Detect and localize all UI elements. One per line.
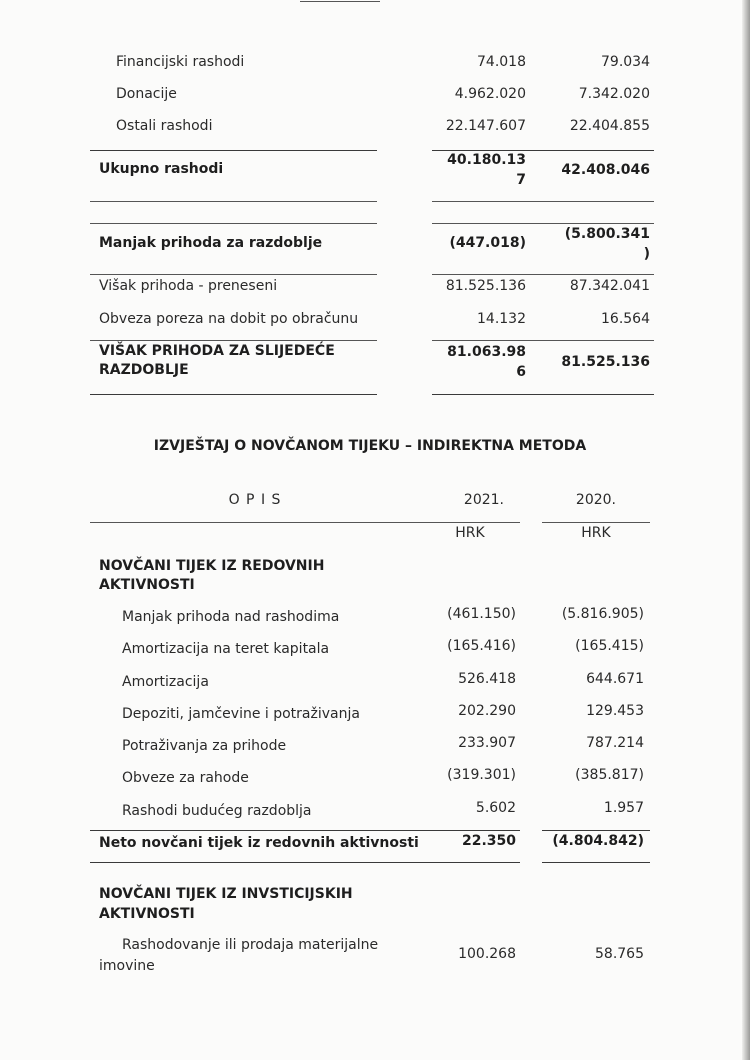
rule bbox=[90, 201, 377, 202]
rule bbox=[90, 522, 520, 523]
cf-row-0-label: Manjak prihoda nad rashodima bbox=[122, 609, 340, 625]
row-ukupno-2020: 42.408.046 bbox=[561, 162, 650, 178]
row-manjak-2020-line2: ) bbox=[643, 246, 650, 262]
rule bbox=[90, 150, 377, 151]
cf-row-1-2021: (165.416) bbox=[447, 638, 516, 654]
cf-invest-label-line1: Rashodovanje ili prodaja materijalne bbox=[122, 937, 379, 953]
cf-row-1-2020: (165.415) bbox=[575, 638, 644, 654]
cf-row-5-2021: (319.301) bbox=[447, 767, 516, 783]
cf-row-3-label: Depoziti, jamčevine i potraživanja bbox=[122, 706, 360, 722]
cf-row-6-label: Rashodi budućeg razdoblja bbox=[122, 803, 312, 819]
rule bbox=[542, 862, 650, 863]
section-investicijske-title-line1: NOVČANI TIJEK IZ INVSTICIJSKIH bbox=[99, 886, 353, 902]
row-obveza-poreza-2021: 14.132 bbox=[477, 311, 526, 327]
cf-row-0-2020: (5.816.905) bbox=[561, 606, 644, 622]
row-ostali-label: Ostali rashodi bbox=[116, 118, 213, 134]
row-donacije-2021: 4.962.020 bbox=[454, 86, 526, 102]
rule bbox=[90, 223, 377, 224]
cf-row-5-label: Obveze za rahode bbox=[122, 770, 249, 786]
rule bbox=[90, 862, 520, 863]
row-ukupno-label: Ukupno rashodi bbox=[99, 161, 224, 177]
row-financijski-2020: 79.034 bbox=[601, 54, 650, 70]
cf-row-4-2021: 233.907 bbox=[458, 735, 516, 751]
row-visak-preneseni-2021: 81.525.136 bbox=[445, 278, 526, 294]
row-ukupno-2021-line2: 7 bbox=[516, 172, 526, 188]
rule bbox=[432, 223, 654, 224]
cf-row-2-2020: 644.671 bbox=[586, 671, 644, 687]
rule bbox=[432, 274, 654, 275]
scan-edge bbox=[742, 0, 750, 1060]
row-ostali-2021: 22.147.607 bbox=[445, 118, 526, 134]
row-manjak-label: Manjak prihoda za razdoblje bbox=[99, 235, 323, 251]
col-header-2020: 2020. bbox=[575, 492, 616, 508]
cf-row-2-label: Amortizacija bbox=[122, 674, 209, 690]
rule bbox=[432, 340, 654, 341]
cf-neto-2020: (4.804.842) bbox=[552, 833, 644, 849]
rule bbox=[90, 340, 377, 341]
rule bbox=[542, 830, 650, 831]
row-financijski-2021: 74.018 bbox=[477, 54, 526, 70]
row-visak-slijedece-label-line2: RAZDOBLJE bbox=[99, 362, 189, 378]
section-redovne-title-line1: NOVČANI TIJEK IZ REDOVNIH bbox=[99, 558, 325, 574]
row-donacije-label: Donacije bbox=[116, 86, 177, 102]
row-obveza-poreza-2020: 16.564 bbox=[601, 311, 650, 327]
cf-row-1-label: Amortizacija na teret kapitala bbox=[122, 641, 330, 657]
row-visak-slijedece-2020: 81.525.136 bbox=[561, 354, 650, 370]
cf-row-0-2021: (461.150) bbox=[447, 606, 516, 622]
currency-2021: HRK bbox=[455, 525, 485, 541]
cf-invest-label-line2: imovine bbox=[99, 958, 155, 974]
row-visak-preneseni-2020: 87.342.041 bbox=[569, 278, 650, 294]
cf-neto-label: Neto novčani tijek iz redovnih aktivnosti bbox=[99, 835, 419, 851]
cf-row-6-2021: 5.602 bbox=[475, 800, 516, 816]
row-ostali-2020: 22.404.855 bbox=[569, 118, 650, 134]
section-investicijske-title-line2: AKTIVNOSTI bbox=[99, 906, 195, 922]
rule bbox=[90, 274, 377, 275]
col-header-2021: 2021. bbox=[463, 492, 504, 508]
row-manjak-2021: (447.018) bbox=[449, 235, 526, 251]
cf-row-6-2020: 1.957 bbox=[603, 800, 644, 816]
rule bbox=[542, 522, 650, 523]
cf-row-3-2020: 129.453 bbox=[586, 703, 644, 719]
cf-row-5-2020: (385.817) bbox=[575, 767, 644, 783]
cf-invest-2021: 100.268 bbox=[458, 946, 516, 962]
row-visak-slijedece-label-line1: VIŠAK PRIHODA ZA SLIJEDEĆE bbox=[99, 343, 335, 359]
row-ukupno-2021-line1: 40.180.13 bbox=[447, 152, 526, 168]
cf-invest-2020: 58.765 bbox=[595, 946, 644, 962]
row-obveza-poreza-label: Obveza poreza na dobit po obračunu bbox=[99, 311, 359, 327]
rule bbox=[432, 394, 654, 395]
rule bbox=[432, 201, 654, 202]
row-visak-slijedece-2021-line1: 81.063.98 bbox=[447, 344, 526, 360]
cashflow-title: IZVJEŠTAJ O NOVČANOM TIJEKU – INDIREKTNA METODA bbox=[153, 438, 587, 454]
top-rule bbox=[300, 1, 380, 2]
rule bbox=[90, 394, 377, 395]
cf-neto-2021: 22.350 bbox=[461, 833, 516, 849]
row-manjak-2020-line1: (5.800.341 bbox=[564, 226, 650, 242]
row-visak-preneseni-label: Višak prihoda - preneseni bbox=[99, 278, 278, 294]
cf-row-4-label: Potraživanja za prihode bbox=[122, 738, 287, 754]
col-header-opis: O P I S bbox=[228, 492, 282, 508]
cf-row-3-2021: 202.290 bbox=[458, 703, 516, 719]
currency-2020: HRK bbox=[581, 525, 611, 541]
cf-row-2-2021: 526.418 bbox=[458, 671, 516, 687]
row-visak-slijedece-2021-line2: 6 bbox=[516, 364, 526, 380]
cf-row-4-2020: 787.214 bbox=[586, 735, 644, 751]
row-donacije-2020: 7.342.020 bbox=[578, 86, 650, 102]
section-redovne-title-line2: AKTIVNOSTI bbox=[99, 577, 195, 593]
rule bbox=[90, 830, 520, 831]
row-financijski-label: Financijski rashodi bbox=[116, 54, 245, 70]
